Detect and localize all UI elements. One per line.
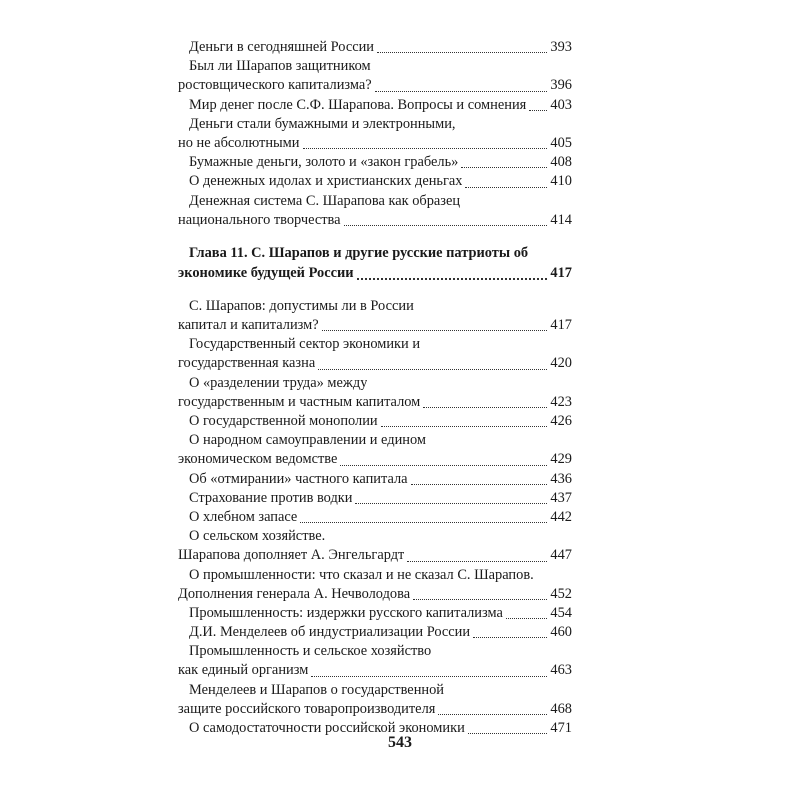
toc-line (178, 642, 572, 661)
toc-entry-title: Бумажные деньги, золото и «закон грабель» (189, 154, 459, 171)
toc-entry (178, 566, 572, 604)
toc-line (178, 57, 572, 76)
toc-line (178, 38, 572, 57)
toc-line (178, 623, 572, 642)
toc-entry (178, 527, 572, 565)
toc-entry-title: О промышленности: что сказал и не сказал С. Шарапов. (189, 566, 534, 583)
toc-line (178, 115, 572, 134)
toc-entry-title: защите российского товаропроизводителя (178, 700, 436, 717)
toc-line (178, 508, 572, 527)
toc-entry-title: Шарапова дополняет А. Энгельгардт (178, 547, 405, 564)
toc-line (178, 431, 572, 450)
dot-leader (377, 51, 547, 53)
toc-page-number: 436 (550, 470, 572, 487)
toc-entry (178, 489, 572, 508)
toc-line (178, 96, 572, 115)
toc-entry (178, 172, 572, 191)
toc-entry-title: Был ли Шарапов защитником (189, 58, 371, 75)
toc-entry-title: Государственный сектор экономики и (189, 336, 421, 353)
toc-entry (178, 681, 572, 719)
toc-line (178, 489, 572, 508)
toc-line (178, 243, 572, 264)
dot-leader (318, 368, 547, 370)
toc-page-number: 414 (550, 211, 572, 228)
toc-line (178, 604, 572, 623)
toc-entry (178, 508, 572, 527)
toc-line (178, 661, 572, 680)
toc-line (178, 134, 572, 153)
dot-leader (461, 166, 547, 168)
toc-line (178, 211, 572, 230)
dot-leader (465, 186, 547, 188)
toc-page-number: 403 (550, 96, 572, 113)
toc-entry (178, 431, 572, 469)
toc-page-number: 460 (550, 624, 572, 641)
toc-page-number: 417 (550, 317, 572, 334)
toc-page-number: 410 (550, 173, 572, 190)
toc-entry-title: Дополнения генерала А. Нечволодова (178, 585, 411, 602)
toc-line (178, 297, 572, 316)
chapter-heading (178, 243, 572, 284)
toc-entry-title: ростовщического капитализма? (178, 77, 372, 94)
toc-line (178, 566, 572, 585)
toc-entry-title: С. Шарапов: допустимы ли в России (189, 297, 414, 314)
toc-page-number: 463 (550, 662, 572, 679)
dot-leader (423, 406, 547, 408)
toc-entry-title: Деньги стали бумажными и электронными, (189, 115, 456, 132)
toc-entry-title: национального творчества (178, 211, 341, 228)
toc-entry-title: экономике будущей России (178, 265, 354, 282)
toc-entry-title: О денежных идолах и христианских деньгах (189, 173, 463, 190)
toc-page-number: 426 (550, 413, 572, 429)
toc-entry-title: Об «отмирании» частного капитала (189, 470, 408, 487)
toc-entry-title: Промышленность и сельское хозяйство (189, 643, 432, 660)
toc-entry-title: О государственной монополии (189, 413, 378, 429)
toc-line (178, 393, 572, 412)
toc-line (178, 316, 572, 335)
toc-entry (178, 470, 572, 489)
toc-line (178, 681, 572, 700)
chapter-entry (178, 243, 572, 284)
toc-entry (178, 96, 572, 115)
toc-entry-title: капитал и капитализм? (178, 317, 319, 334)
dot-leader (407, 560, 547, 562)
dot-leader (357, 277, 548, 280)
toc-page-number: 468 (550, 700, 572, 717)
toc-entry-title: Менделеев и Шарапов о государственной (189, 681, 444, 698)
toc-entry-title: Деньги в сегодняшней России (189, 39, 374, 55)
dot-leader (411, 483, 548, 485)
toc-entry (178, 297, 572, 335)
toc-entry (178, 115, 572, 153)
toc-entry-title: государственная казна (178, 355, 316, 372)
dot-leader (300, 521, 547, 523)
dot-leader (311, 675, 547, 677)
dot-leader (340, 464, 547, 466)
dot-leader (355, 502, 547, 504)
toc-page-number: 405 (550, 134, 572, 151)
toc-line (178, 412, 572, 431)
toc-line (178, 192, 572, 211)
toc-page-number: 423 (550, 393, 572, 410)
toc-page-number: 437 (550, 489, 572, 506)
dot-leader (303, 147, 548, 149)
toc-line (178, 172, 572, 191)
toc-page-number: 408 (550, 154, 572, 171)
dot-leader (413, 598, 547, 600)
toc-page-number: 429 (550, 451, 572, 468)
toc-entry (178, 623, 572, 642)
toc-entry (178, 192, 572, 230)
toc-line (178, 335, 572, 354)
toc-entry-title: как единый организм (178, 662, 309, 679)
toc-line (178, 546, 572, 565)
toc-page-number: 420 (550, 355, 572, 372)
toc-entry-title: экономическом ведомстве (178, 451, 338, 468)
toc-line (178, 450, 572, 469)
toc-line (178, 263, 572, 284)
toc-entry (178, 374, 572, 412)
toc-line (178, 527, 572, 546)
toc-page-number: 417 (550, 265, 572, 282)
table-of-contents (178, 38, 572, 738)
toc-entry-title: О народном самоуправлении и едином (189, 432, 427, 449)
toc-line (178, 354, 572, 373)
toc-line (178, 585, 572, 604)
toc-entry (178, 38, 572, 57)
toc-entry-title: О самодостаточности российской экономики (189, 720, 465, 736)
toc-page-number: 442 (550, 508, 572, 525)
toc-entry-title: Страхование против водки (189, 489, 353, 506)
toc-page-number: 454 (550, 604, 572, 621)
dot-leader (438, 713, 547, 715)
toc-line (178, 374, 572, 393)
toc-entry (178, 412, 572, 431)
toc-page-number: 393 (550, 39, 572, 55)
toc-entry-title: но не абсолютными (178, 134, 300, 151)
toc-entry (178, 153, 572, 172)
toc-entry-title: О «разделении труда» между (189, 374, 368, 391)
toc-entry-title: О сельском хозяйстве. (189, 528, 326, 545)
toc-entry-title: Денежная система С. Шарапова как образец (189, 192, 461, 209)
toc-line (178, 700, 572, 719)
toc-entry-title: Д.И. Менделеев об индустриализации России (189, 624, 471, 641)
dot-leader (322, 329, 548, 331)
dot-leader (506, 617, 548, 619)
toc-entry (178, 642, 572, 680)
toc-section-before (178, 38, 572, 230)
toc-entry (178, 57, 572, 95)
dot-leader (381, 425, 548, 427)
page-number: 543 (388, 734, 412, 751)
dot-leader (375, 90, 548, 92)
dot-leader (529, 109, 547, 111)
toc-line (178, 153, 572, 172)
toc-section-after (178, 297, 572, 738)
dot-leader (344, 224, 548, 226)
toc-entry (178, 604, 572, 623)
toc-entry-title: О хлебном запасе (189, 508, 298, 525)
toc-line (178, 76, 572, 95)
dot-leader (473, 636, 547, 638)
toc-entry (178, 335, 572, 373)
toc-page-number: 447 (550, 547, 572, 564)
toc-page-number: 471 (550, 720, 572, 736)
toc-entry-title: Мир денег после С.Ф. Шарапова. Вопросы и сомнения (189, 96, 527, 113)
toc-line (178, 470, 572, 489)
toc-page-number: 452 (550, 585, 572, 602)
toc-entry-title: Глава 11. С. Шарапов и другие русские патриоты об (189, 244, 529, 261)
toc-page-number: 396 (550, 77, 572, 94)
toc-entry-title: государственным и частным капиталом (178, 393, 421, 410)
toc-entry-title: Промышленность: издержки русского капитализма (189, 604, 503, 621)
